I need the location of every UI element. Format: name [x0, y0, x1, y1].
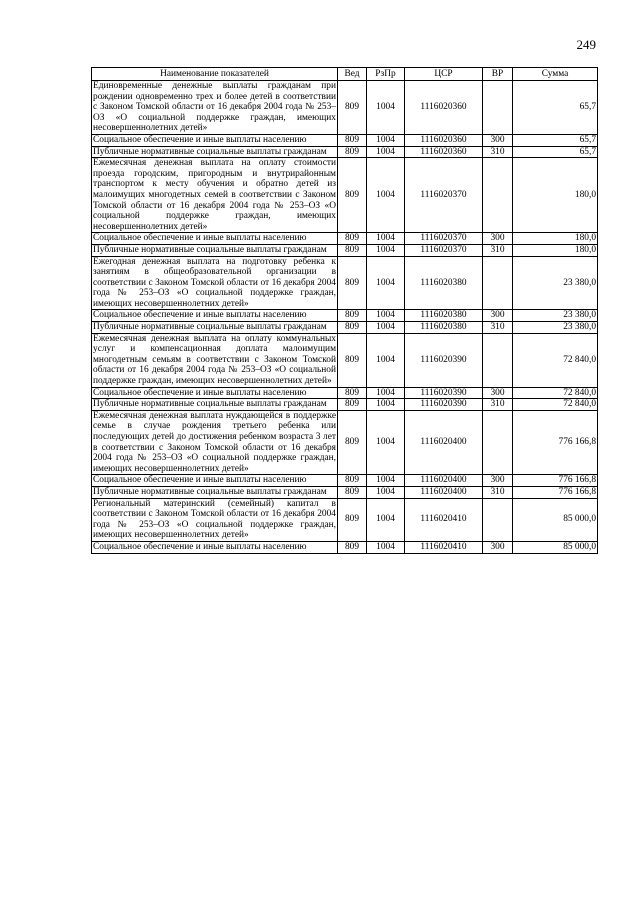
cell-sum: 180,0	[513, 158, 598, 233]
cell-csr: 1116020360	[405, 81, 483, 135]
table-row	[92, 333, 598, 387]
cell-rzpr: 1004	[367, 310, 405, 322]
cell-vr: 310	[483, 486, 513, 498]
cell-ved: 809	[338, 475, 367, 487]
cell-vr	[483, 256, 513, 310]
header-name: Наименование показателей	[92, 68, 338, 81]
cell-sum: 72 840,0	[513, 387, 598, 399]
cell-csr: 1116020370	[405, 233, 483, 245]
cell-rzpr: 1004	[367, 486, 405, 498]
table-row	[92, 134, 598, 146]
cell-sum: 23 380,0	[513, 310, 598, 322]
cell-sum: 180,0	[513, 233, 598, 245]
header-ved: Вед	[338, 68, 367, 81]
cell-sum: 65,7	[513, 134, 598, 146]
cell-vr: 300	[483, 387, 513, 399]
cell-ved: 809	[338, 310, 367, 322]
table-row	[92, 244, 598, 256]
table-row	[92, 541, 598, 553]
table-header-row	[92, 68, 598, 81]
cell-csr: 1116020390	[405, 387, 483, 399]
cell-sum: 65,7	[513, 146, 598, 158]
cell-ved: 809	[338, 244, 367, 256]
cell-csr: 1116020390	[405, 333, 483, 387]
cell-ved: 809	[338, 81, 367, 135]
cell-vr	[483, 81, 513, 135]
cell-csr: 1116020400	[405, 410, 483, 475]
cell-ved: 809	[338, 387, 367, 399]
cell-name: Социальное обеспечение и иные выплаты населению	[92, 134, 338, 146]
table-row	[92, 81, 598, 135]
cell-rzpr: 1004	[367, 81, 405, 135]
cell-rzpr: 1004	[367, 322, 405, 334]
cell-csr: 1116020410	[405, 541, 483, 553]
cell-csr: 1116020370	[405, 244, 483, 256]
table-row	[92, 233, 598, 245]
cell-sum: 72 840,0	[513, 333, 598, 387]
cell-csr: 1116020390	[405, 399, 483, 411]
cell-vr: 300	[483, 310, 513, 322]
table-row	[92, 322, 598, 334]
table-row	[92, 256, 598, 310]
cell-vr	[483, 333, 513, 387]
cell-rzpr: 1004	[367, 134, 405, 146]
cell-rzpr: 1004	[367, 244, 405, 256]
header-csr: ЦСР	[405, 68, 483, 81]
cell-sum: 776 166,8	[513, 475, 598, 487]
table-row	[92, 310, 598, 322]
cell-sum: 65,7	[513, 81, 598, 135]
cell-name: Публичные нормативные социальные выплаты гражданам	[92, 146, 338, 158]
cell-sum: 23 380,0	[513, 322, 598, 334]
cell-rzpr: 1004	[367, 475, 405, 487]
cell-csr: 1116020360	[405, 146, 483, 158]
cell-name: Социальное обеспечение и иные выплаты населению	[92, 475, 338, 487]
cell-name: Единовременные денежные выплаты гражданам при рождении одновременно трех и более детей в соответствии с Законом Томской области от 16 декабря 2004 года № 253–ОЗ «О социальной поддержке граждан, имеющих несовершеннолетних детей»	[93, 81, 336, 134]
cell-rzpr: 1004	[367, 233, 405, 245]
cell-name: Социальное обеспечение и иные выплаты населению	[92, 541, 338, 553]
cell-rzpr: 1004	[367, 158, 405, 233]
cell-name: Ежемесячная денежная выплата на оплату коммунальных услуг и компенсационная доплата малоимущим многодетным семьям в соответствии с Законом Томской области от 16 декабря 2004 года № 253–ОЗ «О социальной поддержке граждан, имеющих несовершеннолетних детей»	[93, 333, 336, 387]
cell-rzpr: 1004	[367, 387, 405, 399]
cell-vr	[483, 158, 513, 233]
table-row	[92, 486, 598, 498]
header-rzpr: РзПр	[367, 68, 405, 81]
cell-csr: 1116020400	[405, 486, 483, 498]
cell-rzpr: 1004	[367, 498, 405, 541]
cell-name: Социальное обеспечение и иные выплаты населению	[92, 387, 338, 399]
table-row	[92, 146, 598, 158]
cell-csr: 1116020380	[405, 256, 483, 310]
cell-name: Публичные нормативные социальные выплаты гражданам	[92, 244, 338, 256]
cell-name: Публичные нормативные социальные выплаты гражданам	[92, 399, 338, 411]
cell-name: Социальное обеспечение и иные выплаты населению	[92, 310, 338, 322]
cell-vr: 310	[483, 322, 513, 334]
cell-ved: 809	[338, 134, 367, 146]
cell-csr: 1116020370	[405, 158, 483, 233]
cell-name: Публичные нормативные социальные выплаты гражданам	[92, 322, 338, 334]
cell-ved: 809	[338, 256, 367, 310]
cell-sum: 85 000,0	[513, 498, 598, 541]
cell-rzpr: 1004	[367, 333, 405, 387]
cell-csr: 1116020360	[405, 134, 483, 146]
cell-ved: 809	[338, 158, 367, 233]
cell-name: Ежемесячная денежная выплата нуждающейся в поддержке семье в случае рождения третьего ребенка или последующих детей до достижения ребенком возраста 3 лет в соответствии с Законом Томской области от 16 декабря 2004 года № 253–ОЗ «О социальной поддержке граждан, имеющих несовершеннолетних детей»	[93, 410, 336, 474]
cell-rzpr: 1004	[367, 541, 405, 553]
table-row	[92, 158, 598, 233]
cell-vr: 300	[483, 233, 513, 245]
table-row	[92, 399, 598, 411]
cell-name: Ежемесячная денежная выплата на оплату стоимости проезда городским, пригородным и внутрирайонным транспортом к месту обучения и обратно детей из малоимущих многодетных семей в соответствии с Законом Томской области от 16 декабря 2004 года № 253–ОЗ «О социальной поддержке граждан, имеющих несовершеннолетних детей»	[93, 158, 336, 232]
cell-sum: 23 380,0	[513, 256, 598, 310]
cell-rzpr: 1004	[367, 399, 405, 411]
cell-vr: 310	[483, 244, 513, 256]
cell-ved: 809	[338, 486, 367, 498]
cell-csr: 1116020380	[405, 310, 483, 322]
cell-rzpr: 1004	[367, 410, 405, 475]
cell-ved: 809	[338, 541, 367, 553]
cell-rzpr: 1004	[367, 146, 405, 158]
cell-csr: 1116020380	[405, 322, 483, 334]
cell-vr: 300	[483, 134, 513, 146]
cell-name: Публичные нормативные социальные выплаты гражданам	[92, 486, 338, 498]
cell-vr	[483, 410, 513, 475]
cell-ved: 809	[338, 410, 367, 475]
cell-vr: 300	[483, 475, 513, 487]
cell-sum: 180,0	[513, 244, 598, 256]
cell-vr: 310	[483, 399, 513, 411]
cell-name: Социальное обеспечение и иные выплаты населению	[92, 233, 338, 245]
cell-name: Ежегодная денежная выплата на подготовку ребенка к занятиям в общеобразовательной организации в соответствии с Законом Томской области от 16 декабря 2004 года № 253–ОЗ «О социальной поддержке граждан, имеющих несовершеннолетних детей»	[93, 256, 336, 309]
cell-ved: 809	[338, 333, 367, 387]
cell-sum: 776 166,8	[513, 486, 598, 498]
cell-sum: 776 166,8	[513, 410, 598, 475]
cell-rzpr: 1004	[367, 256, 405, 310]
cell-vr: 310	[483, 146, 513, 158]
table-row	[92, 387, 598, 399]
cell-ved: 809	[338, 322, 367, 334]
header-vr: ВР	[483, 68, 513, 81]
table-body	[92, 81, 598, 554]
table-row	[92, 498, 598, 541]
cell-ved: 809	[338, 233, 367, 245]
cell-sum: 85 000,0	[513, 541, 598, 553]
cell-ved: 809	[338, 399, 367, 411]
header-sum: Сумма	[513, 68, 598, 81]
cell-name: Региональный материнский (семейный) капитал в соответствии с Законом Томской области от 16 декабря 2004 года № 253–ОЗ «О социальной поддержке граждан, имеющих несовершеннолетних детей»	[93, 498, 336, 541]
cell-ved: 809	[338, 498, 367, 541]
cell-csr: 1116020410	[405, 498, 483, 541]
page-number: 249	[576, 37, 596, 52]
cell-vr	[483, 498, 513, 541]
table-row	[92, 475, 598, 487]
cell-ved: 809	[338, 146, 367, 158]
cell-csr: 1116020400	[405, 475, 483, 487]
budget-table	[91, 67, 598, 554]
cell-sum: 72 840,0	[513, 399, 598, 411]
table-row	[92, 410, 598, 475]
cell-vr: 300	[483, 541, 513, 553]
